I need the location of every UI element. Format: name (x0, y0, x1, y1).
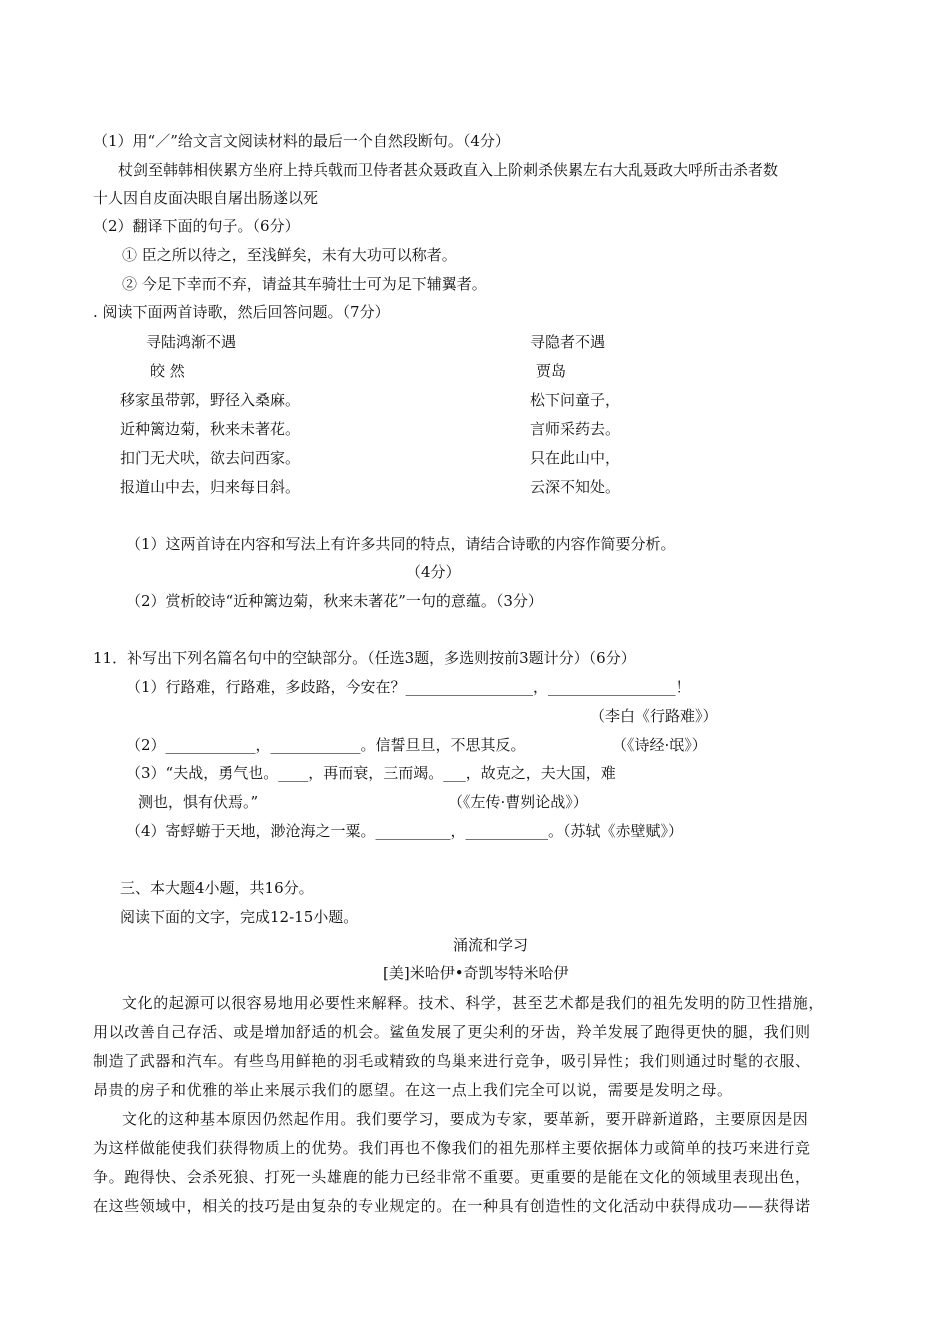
article-p1-line: 制造了武器和汽车。有些鸟用鲜艳的羽毛或精致的鸟巢来进行竞争，吸引异性；我们则通过时髦的衣服、 (93, 1052, 811, 1070)
poem1-line: 报道山中去，归来每日斜。 (120, 478, 301, 496)
q9-sub1: （1）用“／”给文言文阅读材料的最后一个自然段断句。（4分） (93, 132, 510, 150)
q11-item-2: （2）____________，____________。信誓旦旦，不思其反。 (126, 736, 526, 754)
q11-item-3a: （3）“夫战，勇气也。____，再而衰，三而竭。___，故克之，夫大国，难 (126, 764, 616, 782)
q9-sub2: （2）翻译下面的句子。（6分） (93, 217, 300, 235)
q10-intro: . 阅读下面两首诗歌，然后回答问题。（7分） (93, 303, 390, 321)
poem1-line: 近种篱边菊，秋来未著花。 (120, 420, 301, 438)
part3-instruction: 阅读下面的文字，完成12-15小题。 (120, 908, 359, 926)
article-p2-line: 在这些领域中，相关的技巧是由复杂的专业规定的。在一种具有创造性的文化活动中获得成功——获得诺 (93, 1197, 811, 1215)
article-p1-line: 昂贵的房子和优雅的举止来展示我们的愿望。在这一点上我们完全可以说，需要是发明之母。 (93, 1081, 733, 1099)
poem2-line: 只在此山中， (530, 449, 621, 467)
poem1-line: 扣门无犬吠，欲去问西家。 (120, 449, 301, 467)
poem1-title: 寻陆鸿渐不遇 (146, 333, 237, 351)
poem1-line: 移家虽带郭，野径入桑麻。 (120, 391, 301, 409)
q10-sub1-score: （4分） (406, 563, 461, 581)
article-p2-line: 文化的这种基本原因仍然起作用。我们要学习，要成为专家，要革新，要开辟新道路，主要原因是因 (122, 1110, 809, 1128)
q11-intro: 11．补写出下列名篇名句中的空缺部分。（任选3题，多选则按前3题计分）（6分） (93, 649, 636, 667)
poem2-line: 言师采药去。 (530, 420, 621, 438)
article-p2-line: 为这样做能使我们获得物质上的优势。我们再也不像我们的祖先那样主要依据体力或简单的技巧来进行竞 (93, 1139, 811, 1157)
poem1-author: 皎 然 (150, 362, 185, 380)
article-p1-line: 用以改善自己存活、或是增加舒适的机会。鲨鱼发展了更尖利的牙齿，羚羊发展了跑得更快的腿，我们则 (93, 1023, 811, 1041)
q9-sentence-2: ② 今足下幸而不弃，请益其车骑壮士可为足下辅翼者。 (122, 275, 487, 293)
article-p1-line: 文化的起源可以很容易地用必要性来解释。技术、科学，甚至艺术都是我们的祖先发明的防卫性措施， (122, 994, 825, 1012)
q11-item-3b: 测也，惧有伏焉。” (138, 793, 259, 811)
q10-sub1: （1）这两首诗在内容和写法上有许多共同的特点，请结合诗歌的内容作简要分析。 (126, 535, 676, 553)
poem2-line: 松下问童子， (530, 391, 621, 409)
q11-item-4: （4）寄蜉蝣于天地，渺沧海之一粟。__________，___________。（苏轼《赤壁赋》） (126, 822, 684, 840)
q11-item-3-source: （《左传·曹刿论战》） (448, 793, 588, 811)
q10-sub2: （2）赏析皎诗“近种篱边菊，秋来未著花”一句的意蕴。（3分） (126, 592, 543, 610)
article-p2-line: 争。跑得快、会杀死狼、打死一头雄鹿的能力已经非常不重要。更重要的是能在文化的领域里表现出色， (93, 1168, 811, 1186)
q9-passage-line2: 十人因自皮面决眼自屠出肠遂以死 (93, 189, 319, 207)
poem2-line: 云深不知处。 (530, 478, 621, 496)
q11-item-1-source: （李白《行路难》） (590, 707, 718, 725)
part3-header: 三、本大题4小题，共16分。 (120, 879, 314, 897)
q11-item-2-source: （《诗经·氓》） (612, 736, 707, 754)
poem2-title: 寻隐者不遇 (530, 333, 606, 351)
q11-item-1: （1）行路难，行路难，多歧路，今安在？_________________，_________________！ (126, 678, 691, 696)
q9-passage-line1: 杖剑至韩韩相侠累方坐府上持兵戟而卫侍者甚众聂政直入上阶刺杀侠累左右大乱聂政大呼所击杀者数 (118, 161, 779, 179)
poem2-author: 贾岛 (536, 362, 567, 380)
article-title: 涌流和学习 (453, 936, 529, 954)
article-author: [美]米哈伊•奇凯岑特米哈伊 (383, 964, 569, 982)
q9-sentence-1: ① 臣之所以待之，至浅鲜矣，未有大功可以称者。 (122, 246, 457, 264)
